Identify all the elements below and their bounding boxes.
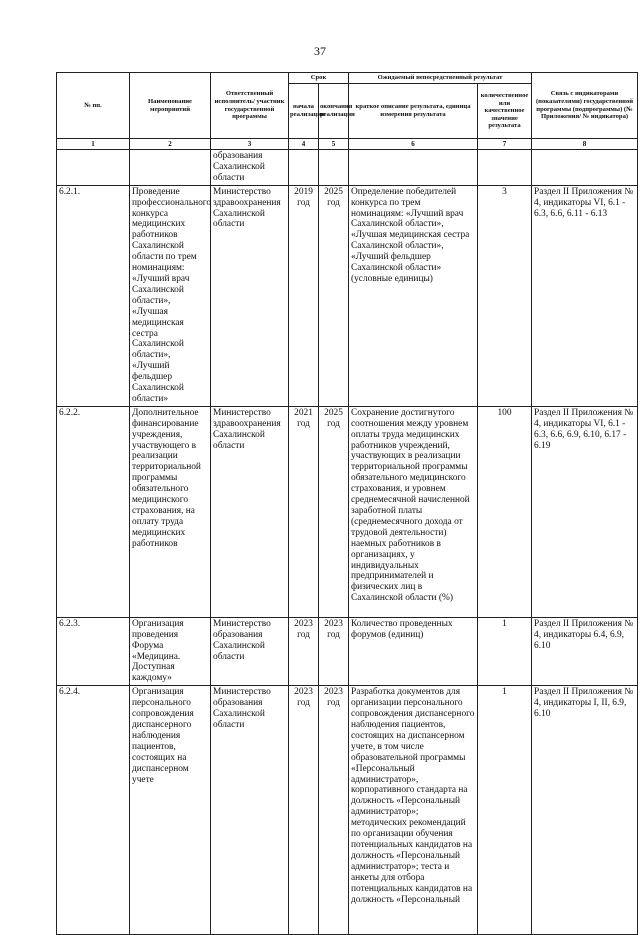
cell-link: Раздел II Приложения № 4, индикаторы VI, 6.1 - 6.3, 6.6, 6.9, 6.10, 6.17 - 6.19	[532, 406, 638, 617]
header-result-desc: краткое описание результата, единица измерения результата	[349, 84, 478, 139]
cell-name: Проведение профессионального конкурса медицинских работников Сахалинской области по трем номинациям: «Лучший врач Сахалинской области», «Лучшая медицинская сестра Сахалинской области», «Лучший фельдшер Сахалинской области»	[130, 185, 211, 406]
table-row	[57, 406, 638, 617]
cell-result-desc: Количество проведенных форумов (единиц)	[349, 617, 478, 685]
col-number: 2	[130, 139, 211, 150]
cell-name: Дополнительное финансирование учреждения, участвующего в реализации территориальной программы обязательного медицинского страхования, на оплату труда медицинских работников	[130, 406, 211, 617]
cell-result-value: 1	[478, 686, 532, 935]
header-name: Наименование мероприятий	[130, 73, 211, 139]
header-result-value: количественное или качественное значение результата	[478, 84, 532, 139]
header-responsible: Ответственный исполнитель/ участник государственной программы	[211, 73, 289, 139]
table-row	[57, 617, 638, 685]
table-row	[57, 185, 638, 406]
cell-result-value: 3	[478, 185, 532, 406]
cell-responsible: образования Сахалинской области	[211, 150, 289, 186]
cell-no: 6.2.3.	[57, 617, 130, 685]
activities-table	[56, 72, 638, 935]
header-start: начала реализации	[289, 84, 319, 139]
table-row	[57, 686, 638, 935]
col-number: 5	[319, 139, 349, 150]
header-link: Связь с индикаторами (показателями) государственной программы (подпрограммы) (№ Приложения/ № индикатора)	[532, 73, 638, 139]
column-numbers-row	[57, 139, 638, 150]
header-result-group: Ожидаемый непосредственный результат	[349, 73, 532, 84]
cell-start: 2021 год	[289, 406, 319, 617]
cell-responsible: Министерство здравоохранения Сахалинской области	[211, 406, 289, 617]
cell-responsible: Министерство здравоохранения Сахалинской области	[211, 185, 289, 406]
cell-link: Раздел II Приложения № 4, индикаторы I, II, 6.9, 6.10	[532, 686, 638, 935]
cell-start: 2023 год	[289, 617, 319, 685]
cell-link: Раздел II Приложения № 4, индикаторы VI, 6.1 - 6.3, 6.6, 6.11 - 6.13	[532, 185, 638, 406]
col-number: 1	[57, 139, 130, 150]
cell-responsible: Министерство образования Сахалинской области	[211, 617, 289, 685]
col-number: 3	[211, 139, 289, 150]
cell-no: 6.2.2.	[57, 406, 130, 617]
cell-end: 2023 год	[319, 686, 349, 935]
cell-link: Раздел II Приложения № 4, индикаторы 6.4, 6.9, 6.10	[532, 617, 638, 685]
header-no: № пп.	[57, 73, 130, 139]
cell-result-value: 1	[478, 617, 532, 685]
header-end: окончания реализации	[319, 84, 349, 139]
col-number: 7	[478, 139, 532, 150]
cell-name: Организация персонального сопровождения диспансерного наблюдения пациентов, состоящих на диспансерном учете	[130, 686, 211, 935]
cell-no: 6.2.4.	[57, 686, 130, 935]
page-number: 37	[314, 44, 326, 58]
col-number: 8	[532, 139, 638, 150]
cell-result-desc: Сохранение достигнутого соотношения между уровнем оплаты труда медицинских работников учреждений, участвующих в реализации территориальной программы обязательного медицинского страхования, и уровнем среднемесячной начисленной заработной платы (среднемесячного дохода от трудовой деятельности) наемных работников в организациях, у индивидуальных предпринимателей и физических лиц в Сахалинской области (%)	[349, 406, 478, 617]
cell-result-value: 100	[478, 406, 532, 617]
cell-end: 2025 год	[319, 185, 349, 406]
table-row	[57, 150, 638, 186]
header-term: Срок	[289, 73, 349, 84]
header-row-1	[57, 73, 638, 84]
col-number: 4	[289, 139, 319, 150]
col-number: 6	[349, 139, 478, 150]
cell-result-desc: Разработка документов для организации персонального сопровождения диспансерного наблюдения пациентов, состоящих на диспансерном учете, в том числе образовательной программы «Персональный администратор», корпоративного стандарта на должность «Персональный администратор»; методических рекомендаций по организации обучения потенциальных кандидатов на должность «Персональный администратор»; теста и анкеты для отбора потенциальных кандидатов на должность «Персональный	[349, 686, 478, 935]
cell-name: Организация проведения Форума «Медицина. Доступная каждому»	[130, 617, 211, 685]
cell-start: 2019 год	[289, 185, 319, 406]
cell-end: 2025 год	[319, 406, 349, 617]
cell-start: 2023 год	[289, 686, 319, 935]
cell-no: 6.2.1.	[57, 185, 130, 406]
cell-responsible: Министерство образования Сахалинской области	[211, 686, 289, 935]
cell-result-desc: Определение победителей конкурса по трем номинациям: «Лучший врач Сахалинской области», «Лучшая медицинская сестра Сахалинской области», «Лучший фельдшер Сахалинской области» (условные единицы)	[349, 185, 478, 406]
cell-end: 2023 год	[319, 617, 349, 685]
